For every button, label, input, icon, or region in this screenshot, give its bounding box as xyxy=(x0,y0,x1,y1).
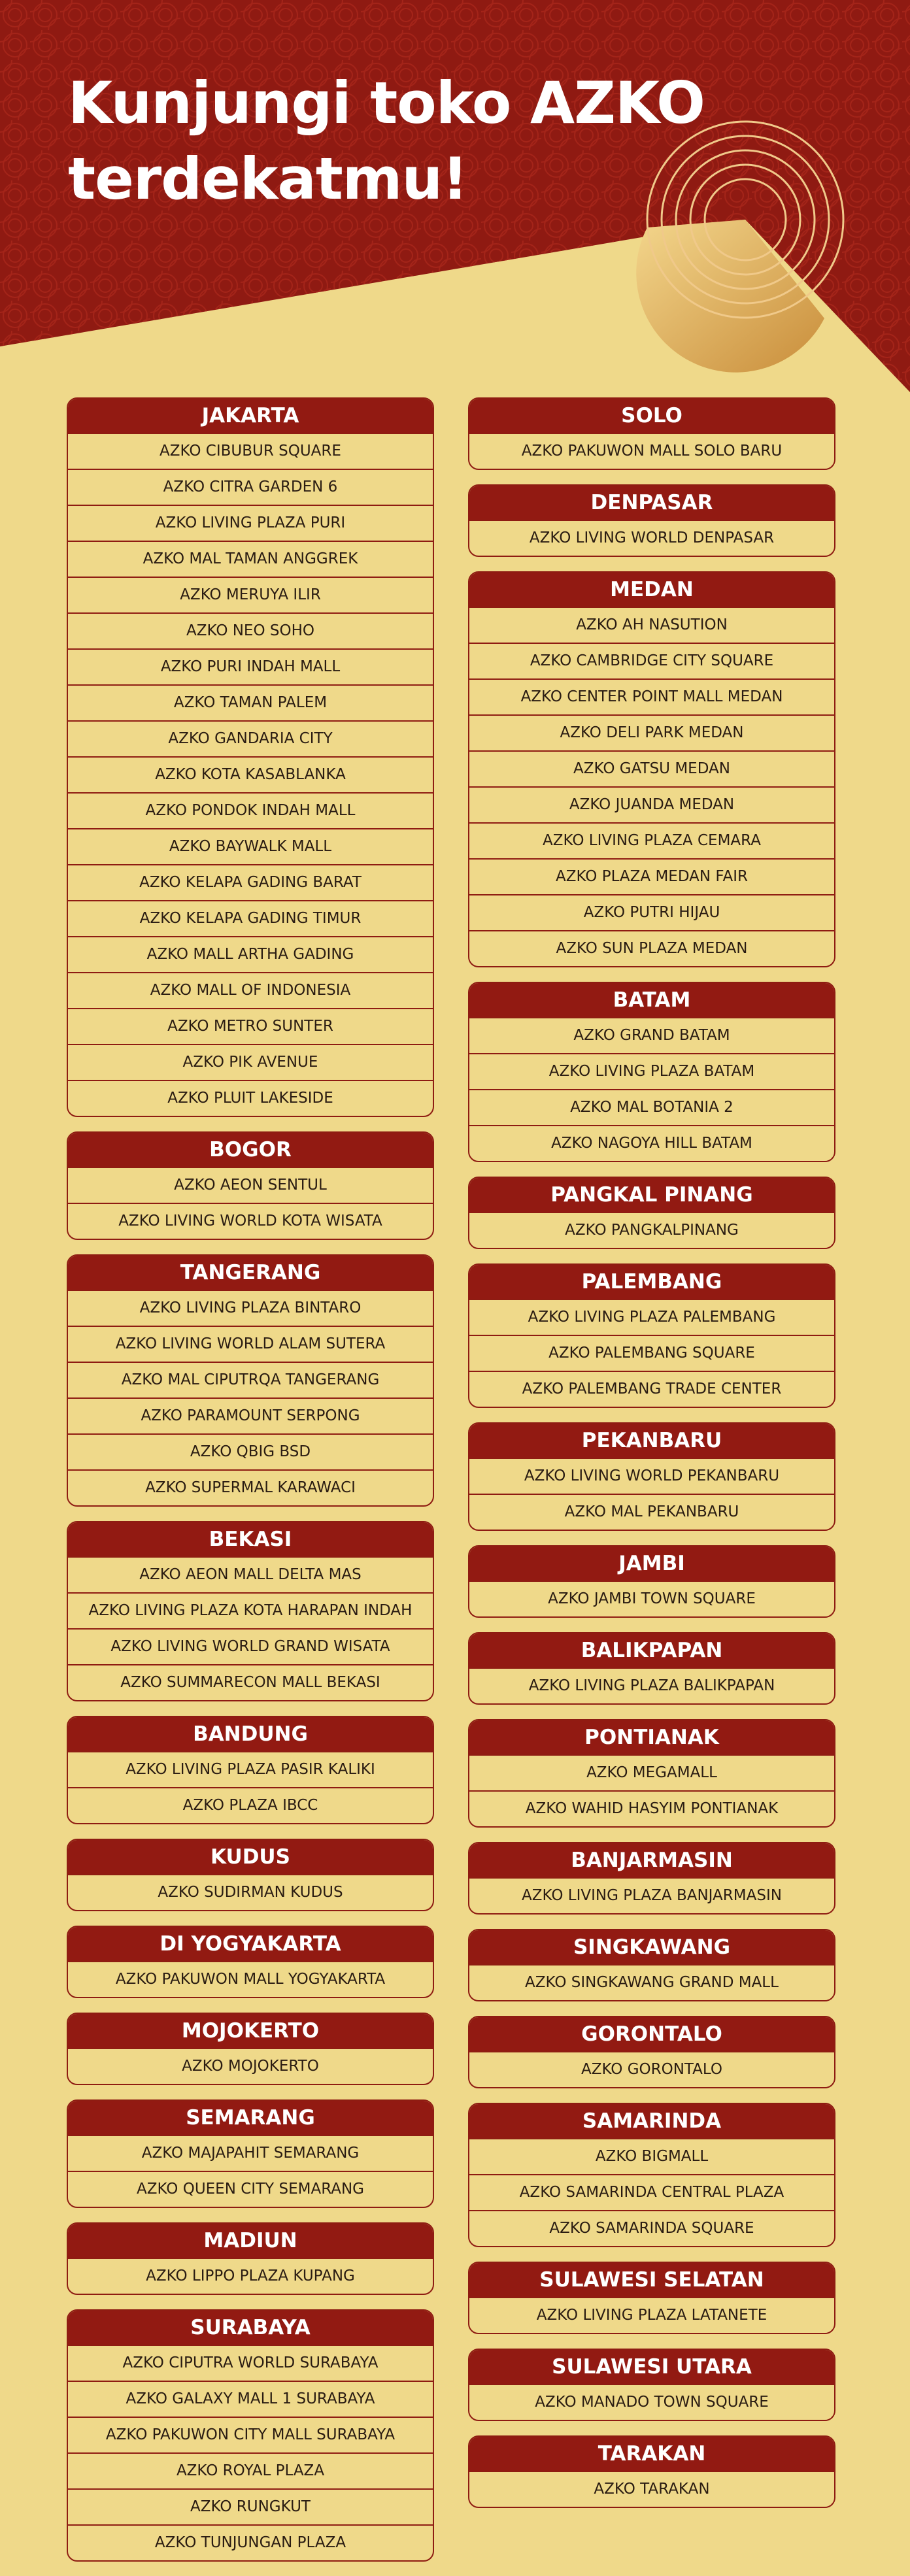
store-item: AZKO SUDIRMAN KUDUS xyxy=(68,1874,433,1910)
region-card-tarakan xyxy=(468,2435,835,2508)
region-title: MOJOKERTO xyxy=(68,2014,433,2048)
right-column xyxy=(468,397,835,2522)
region-card-sulawesi-selatan xyxy=(468,2262,835,2334)
store-item: AZKO METRO SUNTER xyxy=(68,1008,433,1044)
store-item: AZKO LIVING PLAZA BALIKPAPAN xyxy=(469,1667,834,1703)
store-item: AZKO JAMBI TOWN SQUARE xyxy=(469,1581,834,1616)
region-title: SINGKAWANG xyxy=(469,1930,834,1964)
store-item: AZKO PIK AVENUE xyxy=(68,1044,433,1080)
store-item: AZKO ROYAL PLAZA xyxy=(68,2452,433,2488)
store-item: AZKO QUEEN CITY SEMARANG xyxy=(68,2171,433,2207)
region-title: SOLO xyxy=(469,399,834,433)
store-item: AZKO SUMMARECON MALL BEKASI xyxy=(68,1664,433,1700)
region-card-balikpapan xyxy=(468,1632,835,1705)
store-item: AZKO QBIG BSD xyxy=(68,1433,433,1469)
store-item: AZKO SUN PLAZA MEDAN xyxy=(469,930,834,966)
store-item: AZKO PAKUWON MALL SOLO BARU xyxy=(469,433,834,469)
store-item: AZKO LIVING PLAZA CEMARA xyxy=(469,822,834,858)
region-card-kudus xyxy=(67,1839,434,1911)
region-title: SULAWESI SELATAN xyxy=(469,2263,834,2297)
region-title: TARAKAN xyxy=(469,2437,834,2471)
region-card-pangkal-pinang xyxy=(468,1177,835,1249)
store-item: AZKO BAYWALK MALL xyxy=(68,828,433,864)
region-title: BALIKPAPAN xyxy=(469,1633,834,1667)
region-card-bogor xyxy=(67,1131,434,1240)
store-item: AZKO GANDARIA CITY xyxy=(68,720,433,756)
region-title: PALEMBANG xyxy=(469,1265,834,1299)
region-title: PEKANBARU xyxy=(469,1424,834,1458)
store-item: AZKO KELAPA GADING BARAT xyxy=(68,864,433,900)
region-title: JAMBI xyxy=(469,1547,834,1581)
region-title: PANGKAL PINANG xyxy=(469,1178,834,1212)
store-item: AZKO WAHID HASYIM PONTIANAK xyxy=(469,1790,834,1826)
title-line-2: terdekatmu! xyxy=(68,145,468,212)
region-title: SURABAYA xyxy=(68,2311,433,2345)
store-item: AZKO LIVING WORLD ALAM SUTERA xyxy=(68,1326,433,1362)
store-item: AZKO LIPPO PLAZA KUPANG xyxy=(68,2258,433,2294)
store-item: AZKO MAL BOTANIA 2 xyxy=(469,1089,834,1125)
store-item: AZKO LIVING WORLD GRAND WISATA xyxy=(68,1628,433,1664)
store-item: AZKO LIVING PLAZA BINTARO xyxy=(68,1290,433,1326)
store-item: AZKO KELAPA GADING TIMUR xyxy=(68,900,433,936)
region-card-denpasar xyxy=(468,484,835,557)
region-title: MADIUN xyxy=(68,2224,433,2258)
store-item: AZKO AH NASUTION xyxy=(469,607,834,643)
store-item: AZKO CIBUBUR SQUARE xyxy=(68,433,433,469)
store-item: AZKO PLUIT LAKESIDE xyxy=(68,1080,433,1116)
store-item: AZKO GALAXY MALL 1 SURABAYA xyxy=(68,2381,433,2417)
region-title: BANDUNG xyxy=(68,1717,433,1751)
store-item: AZKO MAL TAMAN ANGGREK xyxy=(68,541,433,577)
region-title: BANJARMASIN xyxy=(469,1843,834,1877)
region-card-gorontalo xyxy=(468,2016,835,2088)
region-card-bekasi xyxy=(67,1521,434,1701)
region-card-pontianak xyxy=(468,1719,835,1828)
hero-banner xyxy=(0,0,910,418)
region-title: SEMARANG xyxy=(68,2101,433,2135)
store-item: AZKO PAKUWON CITY MALL SURABAYA xyxy=(68,2417,433,2452)
store-item: AZKO MOJOKERTO xyxy=(68,2048,433,2084)
store-item: AZKO LIVING PLAZA PURI xyxy=(68,505,433,541)
store-item: AZKO PAKUWON MALL YOGYAKARTA xyxy=(68,1961,433,1997)
store-item: AZKO CENTER POINT MALL MEDAN xyxy=(469,678,834,714)
store-item: AZKO MALL OF INDONESIA xyxy=(68,972,433,1008)
store-item: AZKO JUANDA MEDAN xyxy=(469,786,834,822)
store-item: AZKO CIPUTRA WORLD SURABAYA xyxy=(68,2345,433,2381)
store-item: AZKO KOTA KASABLANKA xyxy=(68,756,433,792)
store-item: AZKO DELI PARK MEDAN xyxy=(469,714,834,750)
store-item: AZKO SUPERMAL KARAWACI xyxy=(68,1469,433,1505)
region-card-batam xyxy=(468,982,835,1162)
store-item: AZKO MAL CIPUTRQA TANGERANG xyxy=(68,1362,433,1397)
store-item: AZKO NAGOYA HILL BATAM xyxy=(469,1125,834,1161)
store-item: AZKO PLAZA IBCC xyxy=(68,1787,433,1823)
store-item: AZKO LIVING WORLD DENPASAR xyxy=(469,520,834,556)
store-item: AZKO LIVING PLAZA PALEMBANG xyxy=(469,1299,834,1335)
store-item: AZKO GATSU MEDAN xyxy=(469,750,834,786)
region-card-samarinda xyxy=(468,2103,835,2247)
region-card-mojokerto xyxy=(67,2013,434,2085)
store-item: AZKO MANADO TOWN SQUARE xyxy=(469,2384,834,2420)
region-title: BOGOR xyxy=(68,1133,433,1167)
store-item: AZKO PONDOK INDAH MALL xyxy=(68,792,433,828)
region-title: DI YOGYAKARTA xyxy=(68,1927,433,1961)
page-title xyxy=(68,65,705,217)
store-item: AZKO MAJAPAHIT SEMARANG xyxy=(68,2135,433,2171)
region-title: GORONTALO xyxy=(469,2017,834,2051)
store-item: AZKO SAMARINDA CENTRAL PLAZA xyxy=(469,2174,834,2210)
store-item: AZKO BIGMALL xyxy=(469,2138,834,2174)
region-card-pekanbaru xyxy=(468,1422,835,1531)
store-item: AZKO MEGAMALL xyxy=(469,1754,834,1790)
store-item: AZKO TAMAN PALEM xyxy=(68,684,433,720)
store-item: AZKO NEO SOHO xyxy=(68,612,433,648)
region-card-di-yogyakarta xyxy=(67,1926,434,1998)
store-item: AZKO PARAMOUNT SERPONG xyxy=(68,1397,433,1433)
store-item: AZKO LIVING PLAZA KOTA HARAPAN INDAH xyxy=(68,1592,433,1628)
region-title: BEKASI xyxy=(68,1522,433,1556)
title-line-1: Kunjungi toko AZKO xyxy=(68,69,705,137)
store-item: AZKO PURI INDAH MALL xyxy=(68,648,433,684)
region-title: BATAM xyxy=(469,983,834,1017)
store-item: AZKO SAMARINDA SQUARE xyxy=(469,2210,834,2246)
region-title: JAKARTA xyxy=(68,399,433,433)
store-item: AZKO GORONTALO xyxy=(469,2051,834,2087)
store-item: AZKO LIVING WORLD KOTA WISATA xyxy=(68,1203,433,1239)
store-item: AZKO RUNGKUT xyxy=(68,2488,433,2524)
store-item: AZKO TARAKAN xyxy=(469,2471,834,2507)
region-card-solo xyxy=(468,397,835,470)
store-item: AZKO PANGKALPINANG xyxy=(469,1212,834,1248)
region-card-banjarmasin xyxy=(468,1842,835,1915)
store-item: AZKO GRAND BATAM xyxy=(469,1017,834,1053)
store-item: AZKO MAL PEKANBARU xyxy=(469,1494,834,1530)
store-item: AZKO SINGKAWANG GRAND MALL xyxy=(469,1964,834,2000)
region-card-palembang xyxy=(468,1263,835,1408)
region-title: SAMARINDA xyxy=(469,2104,834,2138)
region-card-bandung xyxy=(67,1716,434,1824)
store-item: AZKO PLAZA MEDAN FAIR xyxy=(469,858,834,894)
store-item: AZKO CITRA GARDEN 6 xyxy=(68,469,433,505)
store-item: AZKO AEON SENTUL xyxy=(68,1167,433,1203)
region-title: SULAWESI UTARA xyxy=(469,2350,834,2384)
store-item: AZKO MALL ARTHA GADING xyxy=(68,936,433,972)
region-card-madiun xyxy=(67,2222,434,2295)
region-card-semarang xyxy=(67,2099,434,2208)
store-item: AZKO MERUYA ILIR xyxy=(68,577,433,612)
store-item: AZKO LIVING PLAZA PASIR KALIKI xyxy=(68,1751,433,1787)
region-title: PONTIANAK xyxy=(469,1720,834,1754)
store-item: AZKO CAMBRIDGE CITY SQUARE xyxy=(469,643,834,678)
region-card-medan xyxy=(468,571,835,967)
store-item: AZKO LIVING PLAZA BATAM xyxy=(469,1053,834,1089)
store-item: AZKO LIVING WORLD PEKANBARU xyxy=(469,1458,834,1494)
region-card-jambi xyxy=(468,1545,835,1618)
store-item: AZKO PALEMBANG TRADE CENTER xyxy=(469,1371,834,1407)
region-card-sulawesi-utara xyxy=(468,2349,835,2421)
store-item: AZKO AEON MALL DELTA MAS xyxy=(68,1556,433,1592)
region-title: KUDUS xyxy=(68,1840,433,1874)
region-title: MEDAN xyxy=(469,573,834,607)
region-card-surabaya xyxy=(67,2309,434,2562)
region-card-singkawang xyxy=(468,1929,835,2001)
region-card-tangerang xyxy=(67,1254,434,1507)
store-item: AZKO LIVING PLAZA BANJARMASIN xyxy=(469,1877,834,1913)
region-title: TANGERANG xyxy=(68,1256,433,1290)
store-item: AZKO LIVING PLAZA LATANETE xyxy=(469,2297,834,2333)
region-card-jakarta xyxy=(67,397,434,1117)
store-item: AZKO PUTRI HIJAU xyxy=(469,894,834,930)
region-title: DENPASAR xyxy=(469,486,834,520)
left-column xyxy=(67,397,434,2576)
store-item: AZKO PALEMBANG SQUARE xyxy=(469,1335,834,1371)
store-item: AZKO TUNJUNGAN PLAZA xyxy=(68,2524,433,2560)
